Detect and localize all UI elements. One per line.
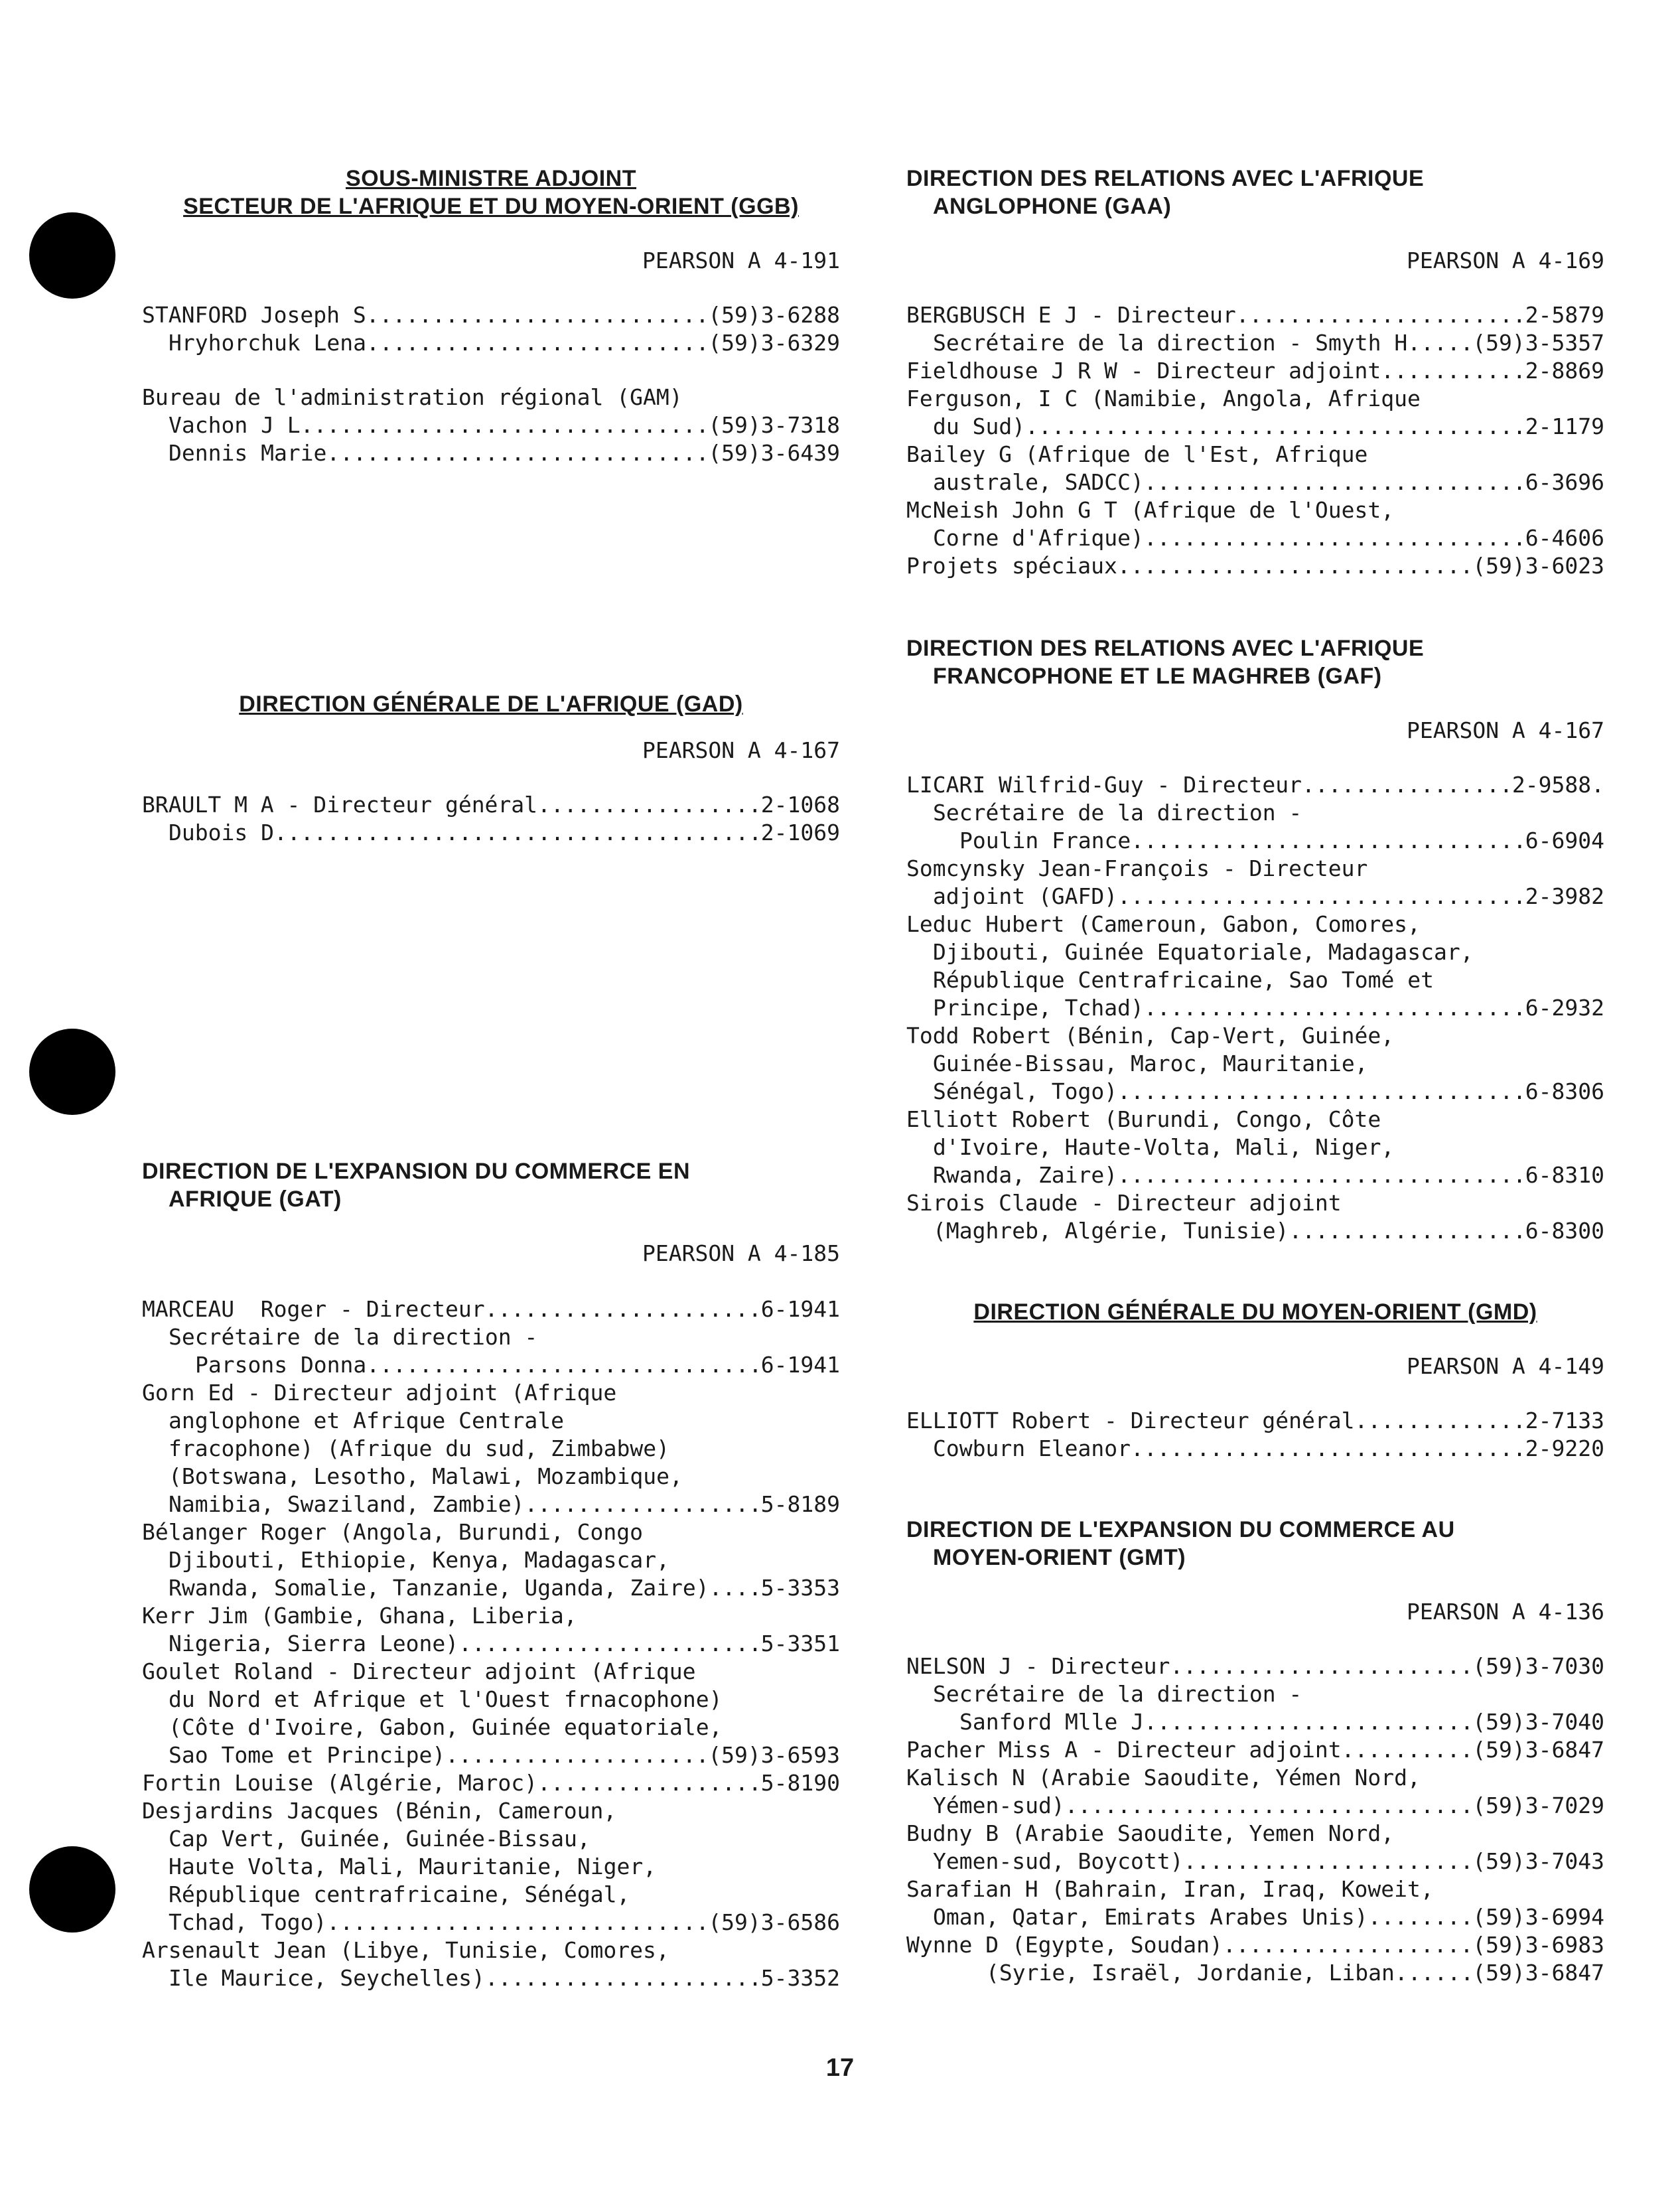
directory-entry-text: Guinée-Bissau, Maroc, Mauritanie, <box>933 1051 1368 1076</box>
directory-entry-text: Bélanger Roger (Angola, Burundi, Congo <box>142 1519 643 1545</box>
directory-entry-text: d'Ivoire, Haute-Volta, Mali, Niger, <box>933 1134 1395 1160</box>
directory-entry: Principe, Tchad) ..... 6-2932 <box>906 994 1604 1022</box>
directory-entry: Sénégal, Togo) ..... 6-8306 <box>906 1078 1604 1106</box>
location-label: PEARSON A 4-136 <box>1406 1599 1604 1625</box>
punch-hole-bottom <box>29 1846 115 1933</box>
directory-entry: BRAULT M A - Directeur général ..... 2-1068 <box>142 791 840 819</box>
directory-entry: STANFORD Joseph S ..... (59)3-6288 <box>142 301 840 329</box>
directory-entry-text: Sirois Claude - Directeur adjoint <box>906 1190 1342 1216</box>
section-title-line2: ANGLOPHONE (GAA) <box>933 194 1172 219</box>
directory-entry-text: Kalisch N (Arabie Saoudite, Yémen Nord, <box>906 1765 1421 1790</box>
directory-entry-text: Secrétaire de la direction - <box>933 1681 1302 1707</box>
section-title: DIRECTION GÉNÉRALE DE L'AFRIQUE (GAD) <box>239 692 743 717</box>
directory-entry-text: Sarafian H (Bahrain, Iran, Iraq, Koweit, <box>906 1876 1434 1902</box>
directory-entry: Oman, Qatar, Emirats Arabes Unis) ..... (59)3-6994 <box>906 1903 1604 1931</box>
location-label: PEARSON A 4-191 <box>642 248 840 273</box>
location-label: PEARSON A 4-185 <box>642 1240 840 1266</box>
directory-entry-text: République centrafricaine, Sénégal, <box>169 1881 630 1907</box>
directory-entry-text: Djibouti, Guinée Equatoriale, Madagascar, <box>933 939 1474 965</box>
directory-entry: Fieldhouse J R W - Directeur adjoint ..... 2-8869 <box>906 357 1604 385</box>
directory-entry: adjoint (GAFD) ..... 2-3982 <box>906 883 1604 911</box>
directory-entry-text: Haute Volta, Mali, Mauritanie, Niger, <box>169 1854 657 1879</box>
directory-entry: MARCEAU Roger - Directeur ..... 6-1941 <box>142 1295 840 1323</box>
directory-subheading: Bureau de l'administration régional (GAM) <box>142 384 683 410</box>
punch-hole-middle <box>29 1029 115 1115</box>
section-title-line1: DIRECTION DE L'EXPANSION DU COMMERCE EN <box>142 1159 691 1184</box>
directory-entry-text: Kerr Jim (Gambie, Ghana, Liberia, <box>142 1603 577 1629</box>
directory-entry: Yémen-sud) ..... (59)3-7029 <box>906 1792 1604 1820</box>
directory-entry-text: (Côte d'Ivoire, Gabon, Guinée equatoriale, <box>169 1714 723 1740</box>
directory-entry: Sanford Mlle J ..... (59)3-7040 <box>906 1708 1604 1736</box>
directory-entry: ELLIOTT Robert - Directeur général ..... 2-7133 <box>906 1407 1604 1435</box>
directory-entry: Hryhorchuk Lena ..... (59)3-6329 <box>142 329 840 357</box>
directory-entry: Cowburn Eleanor ..... 2-9220 <box>906 1435 1604 1463</box>
directory-entry: Vachon J L ..... (59)3-7318 <box>142 411 840 439</box>
directory-entry: Namibia, Swaziland, Zambie) ..... 5-8189 <box>142 1491 840 1518</box>
section-title-line1: DIRECTION DES RELATIONS AVEC L'AFRIQUE <box>906 166 1425 191</box>
section-title-line2: FRANCOPHONE ET LE MAGHREB (GAF) <box>933 664 1382 689</box>
directory-entry-text: fracophone) (Afrique du sud, Zimbabwe) <box>169 1435 669 1461</box>
directory-entry-text: Todd Robert (Bénin, Cap-Vert, Guinée, <box>906 1023 1395 1049</box>
section-gaf <box>906 634 1604 1245</box>
directory-entry-text: République Centrafricaine, Sao Tomé et <box>933 967 1434 993</box>
directory-entry-text: Elliott Robert (Burundi, Congo, Côte <box>906 1106 1381 1132</box>
directory-entry: LICARI Wilfrid-Guy - Directeur ..... 2-9588. <box>906 771 1604 799</box>
section-gmd <box>906 1298 1604 1463</box>
directory-entry: Ile Maurice, Seychelles) ..... 5-3352 <box>142 1964 840 1992</box>
location-label: PEARSON A 4-167 <box>1406 717 1604 743</box>
directory-entry-text: McNeish John G T (Afrique de l'Ouest, <box>906 497 1395 523</box>
directory-entry-text: (Botswana, Lesotho, Malawi, Mozambique, <box>169 1463 683 1489</box>
section-title: DIRECTION GÉNÉRALE DU MOYEN-ORIENT (GMD) <box>973 1299 1537 1325</box>
directory-entry-text: Budny B (Arabie Saoudite, Yemen Nord, <box>906 1820 1395 1846</box>
directory-entry: Parsons Donna ..... 6-1941 <box>142 1351 840 1379</box>
directory-entry-text: Secrétaire de la direction - <box>933 800 1302 826</box>
directory-entry: Poulin France ..... 6-6904 <box>906 827 1604 855</box>
section-gmt <box>906 1516 1604 1987</box>
directory-entry-text: anglophone et Afrique Centrale <box>169 1408 565 1433</box>
directory-entry: Projets spéciaux ..... (59)3-6023 <box>906 552 1604 580</box>
directory-entry: Rwanda, Somalie, Tanzanie, Uganda, Zaire) ..... 5-3353 <box>142 1574 840 1602</box>
directory-entry-text: Djibouti, Ethiopie, Kenya, Madagascar, <box>169 1547 669 1573</box>
directory-entry-text: Somcynsky Jean-François - Directeur <box>906 855 1368 881</box>
directory-entry: Yemen-sud, Boycott) ..... (59)3-7043 <box>906 1848 1604 1875</box>
directory-entry-text: Cap Vert, Guinée, Guinée-Bissau, <box>169 1826 591 1852</box>
section-ggb <box>142 165 840 467</box>
directory-entry: Pacher Miss A - Directeur adjoint ..... (59)3-6847 <box>906 1736 1604 1764</box>
directory-entry: (Maghreb, Algérie, Tunisie) ..... 6-8300 <box>906 1217 1604 1245</box>
section-title-line1: SOUS-MINISTRE ADJOINT <box>345 166 637 191</box>
directory-entry-text: du Nord et Afrique et l'Ouest frnacophone) <box>169 1686 723 1712</box>
section-title-line2: MOYEN-ORIENT (GMT) <box>933 1545 1186 1570</box>
directory-entry: Rwanda, Zaire) ..... 6-8310 <box>906 1161 1604 1189</box>
location-label: PEARSON A 4-149 <box>1406 1353 1604 1379</box>
section-gaa <box>906 165 1604 580</box>
directory-entry: Tchad, Togo) ..... (59)3-6586 <box>142 1909 840 1936</box>
directory-entry-text: Bailey G (Afrique de l'Est, Afrique <box>906 441 1368 467</box>
directory-entry-text: Goulet Roland - Directeur adjoint (Afrique <box>142 1658 696 1684</box>
directory-entry-text: Gorn Ed - Directeur adjoint (Afrique <box>142 1380 617 1406</box>
section-title-line2: AFRIQUE (GAT) <box>169 1187 342 1212</box>
directory-entry: Nigeria, Sierra Leone) ..... 5-3351 <box>142 1630 840 1658</box>
page-number: 17 <box>825 2054 855 2082</box>
directory-entry-text: Arsenault Jean (Libye, Tunisie, Comores, <box>142 1937 669 1963</box>
directory-entry: du Sud) ..... 2-1179 <box>906 413 1604 441</box>
directory-entry: Corne d'Afrique) ..... 6-4606 <box>906 524 1604 552</box>
section-title-line2: SECTEUR DE L'AFRIQUE ET DU MOYEN-ORIENT (GGB) <box>183 194 799 219</box>
directory-entry-text: Ferguson, I C (Namibie, Angola, Afrique <box>906 386 1421 411</box>
directory-entry: Fortin Louise (Algérie, Maroc) ..... 5-8190 <box>142 1769 840 1797</box>
directory-entry: Secrétaire de la direction - Smyth H ..... (59)3-5357 <box>906 329 1604 357</box>
directory-entry: australe, SADCC) ..... 6-3696 <box>906 469 1604 496</box>
section-gat <box>142 1157 840 1992</box>
directory-entry-text: Desjardins Jacques (Bénin, Cameroun, <box>142 1798 617 1824</box>
directory-entry: Dubois D ..... 2-1069 <box>142 819 840 847</box>
directory-entry-text: Secrétaire de la direction - <box>169 1324 538 1350</box>
directory-entry: (Syrie, Israël, Jordanie, Liban ..... (59)3-6847 <box>906 1959 1604 1987</box>
directory-entry-text: Leduc Hubert (Cameroun, Gabon, Comores, <box>906 911 1421 937</box>
location-label: PEARSON A 4-167 <box>642 737 840 763</box>
directory-entry: NELSON J - Directeur ..... (59)3-7030 <box>906 1652 1604 1680</box>
location-label: PEARSON A 4-169 <box>1406 248 1604 273</box>
section-title-line1: DIRECTION DES RELATIONS AVEC L'AFRIQUE <box>906 636 1425 661</box>
directory-entry: BERGBUSCH E J - Directeur ..... 2-5879 <box>906 301 1604 329</box>
section-title-line1: DIRECTION DE L'EXPANSION DU COMMERCE AU <box>906 1517 1455 1542</box>
directory-entry: Sao Tome et Principe) ..... (59)3-6593 <box>142 1741 840 1769</box>
directory-entry: Wynne D (Egypte, Soudan) ..... (59)3-6983 <box>906 1931 1604 1959</box>
punch-hole-top <box>29 212 115 299</box>
directory-entry: Dennis Marie ..... (59)3-6439 <box>142 439 840 467</box>
section-gad <box>142 690 840 847</box>
